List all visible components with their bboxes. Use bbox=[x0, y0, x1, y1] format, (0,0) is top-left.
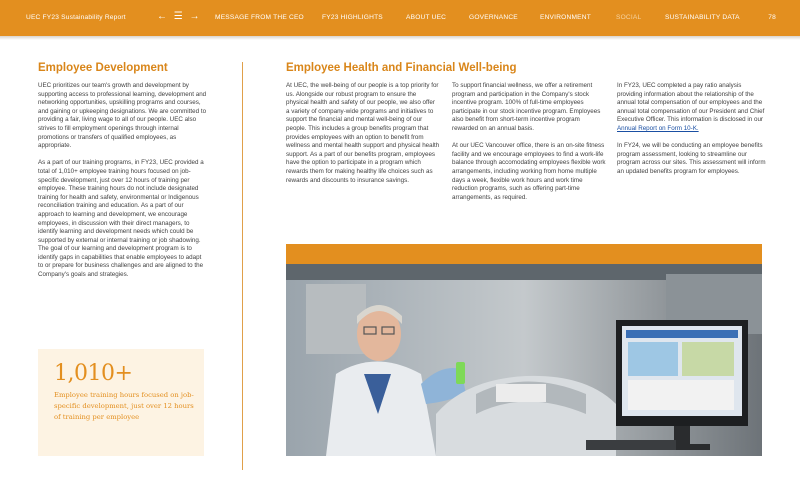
training-hours-callout bbox=[38, 349, 204, 456]
nav-item-governance[interactable]: GOVERNANCE bbox=[469, 14, 518, 21]
paragraph: At our UEC Vancouver office, there is an on-site fitness facility and we encourage employees to find a work-life balance through accomodating employees flexible work arrangements, including working from home multiple days a week, flexible work hours and work time reduction programs, such as offering part-time arrangements, as required. bbox=[452, 142, 606, 201]
nav-arrows-icon[interactable]: ← ☰ → bbox=[157, 11, 202, 22]
wellbeing-column-2 bbox=[452, 82, 606, 211]
paragraph: UEC prioritizes our team's growth and development by supporting access to professional learning, development and networking opportunities, upskilling programs and courses, and gaining or upkeeping designations. We are committed to providing a fair, living wage to all of our people. UEC also strives to fill employment openings through internal promotions or transfers of qualified employees, as appropriate. bbox=[38, 82, 207, 150]
nav-item-about-uec[interactable]: ABOUT UEC bbox=[406, 14, 447, 21]
wellbeing-column-1 bbox=[286, 82, 440, 194]
health-wellbeing-heading: Employee Health and Financial Well-being bbox=[286, 62, 517, 74]
paragraph: As a part of our training programs, in FY23, UEC provided a total of 1,010+ employee training hours focused on job-specific development, just over 12 hours of training per employee. These training hours do not include designated training for health and safety, environmental or Indigenous reconciliation training and education. As a part of our approach to learning and development, we encourage employees, in discussion with their direct managers, to identify learning and development needs which could be supported by external or internal training or job shadowing. The goal of our learning and development program is to identify gaps in capabilities that enable employees to adapt to or prepare for business challenges and are aligned to the Company's goals and strategies. bbox=[38, 159, 204, 279]
column-divider bbox=[242, 62, 243, 470]
paragraph: In FY24, we will be conducting an employee benefits program assessment, looking to streamline our program across our sites. This assessment will inform an updated benefits program for employees. bbox=[617, 142, 766, 175]
page-number: 78 bbox=[768, 14, 776, 21]
nav-item-fy23-highlights[interactable]: FY23 HIGHLIGHTS bbox=[322, 14, 383, 21]
nav-item-environment[interactable]: ENVIRONMENT bbox=[540, 14, 591, 21]
employee-development-heading: Employee Development bbox=[38, 62, 168, 74]
callout-caption: Employee training hours focused on job-specific development, just over 12 hours of training per employee bbox=[54, 391, 194, 421]
wellbeing-column-3 bbox=[617, 82, 767, 185]
paragraph bbox=[617, 82, 767, 134]
report-title[interactable]: UEC FY23 Sustainability Report bbox=[26, 14, 126, 21]
paragraph: To support financial wellness, we offer a retirement program and participation in the Company's stock incentive program. 100% of full-time employees participate in our stock incentive program. Employees also benefit from short-term incentive program rewarded on an annual basis. bbox=[452, 82, 601, 132]
nav-item-message-from-ceo[interactable]: MESSAGE FROM THE CEO bbox=[215, 14, 304, 21]
header-shadow bbox=[0, 36, 800, 40]
photo-accent-band bbox=[286, 244, 762, 264]
nav-item-sustainability-data[interactable]: SUSTAINABILITY DATA bbox=[665, 14, 740, 21]
pay-ratio-text: In FY23, UEC completed a pay ratio analysis providing information about the relationship of the annual total compensation of our employees and the annual total compensation of our President and Chief Executive Officer. This information is disclosed in our bbox=[617, 82, 765, 124]
employee-development-body bbox=[38, 82, 208, 288]
annual-report-link[interactable]: Annual Report on Form 10-K. bbox=[617, 124, 699, 132]
top-navigation-bar bbox=[0, 0, 800, 36]
nav-item-social[interactable]: SOCIAL bbox=[616, 14, 642, 21]
lab-photo bbox=[286, 264, 762, 456]
lab-photo-illustration bbox=[286, 264, 762, 456]
callout-value: 1,010+ bbox=[54, 361, 133, 386]
paragraph: At UEC, the well-being of our people is a top priority for us. Alongside our robust program to ensure the physical health and safety of our people, we also offer a variety of company-wide programs and initiatives to support the financial and mental well-being of our people. This includes a group benefits program that provides employees with an option to benefit from wellness and mental health support and physical health support. As a part of our benefits program, employees have the option to participate in a program which rewards them for making healthy life choices such as rewards and discounts to insurance savings. bbox=[286, 82, 440, 184]
